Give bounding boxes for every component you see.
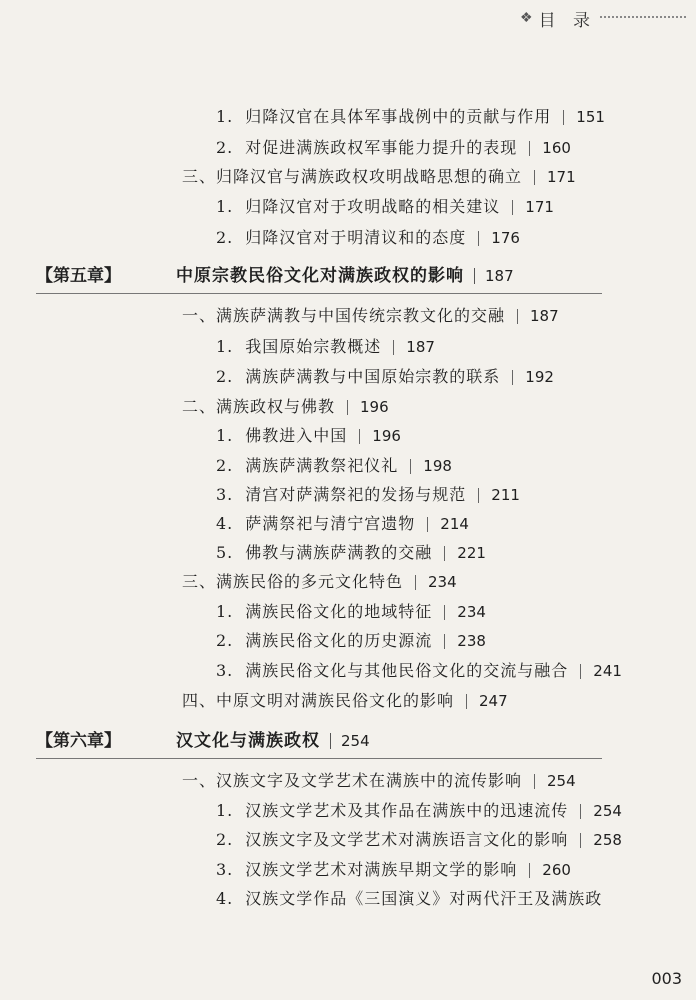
- separator: [427, 517, 428, 532]
- entry-number: 2.: [216, 228, 234, 247]
- toc-entry[interactable]: [216, 829, 622, 851]
- page-number: 187: [485, 267, 514, 285]
- separator: [534, 774, 535, 789]
- separator: [512, 370, 513, 385]
- page-number: 234: [457, 603, 486, 621]
- separator: [347, 400, 348, 415]
- diamond-icon: ❖: [520, 10, 533, 26]
- separator: [580, 804, 581, 819]
- toc-entry[interactable]: [216, 425, 401, 447]
- page-number: 171: [525, 198, 554, 216]
- entry-title: 对促进满族政权军事能力提升的表现: [245, 138, 518, 157]
- page-number: 198: [423, 457, 452, 475]
- entry-number: 1.: [216, 107, 234, 126]
- entry-number: 3.: [216, 661, 234, 680]
- toc-entry[interactable]: [216, 630, 486, 652]
- separator: [359, 429, 360, 444]
- separator: [478, 231, 479, 246]
- entry-title: 满族民俗文化与其他民俗文化的交流与融合: [245, 661, 569, 680]
- toc-entry[interactable]: [216, 336, 435, 358]
- entry-title: 三、满族民俗的多元文化特色: [182, 572, 404, 591]
- chapter-title: 汉文化与满族政权: [176, 731, 320, 751]
- toc-entry[interactable]: [216, 859, 571, 881]
- toc-entry[interactable]: [182, 305, 559, 327]
- separator: [330, 733, 331, 749]
- page-number: 160: [542, 139, 571, 157]
- page-number: 234: [428, 573, 457, 591]
- chapter-rule: [36, 758, 602, 759]
- toc-entry[interactable]: [216, 455, 452, 477]
- separator: [534, 170, 535, 185]
- chapter-rule: [36, 293, 602, 294]
- separator: [393, 340, 394, 355]
- entry-title: 汉族文学艺术及其作品在满族中的迅速流传: [245, 801, 569, 820]
- entry-title: 二、满族政权与佛教: [182, 397, 336, 416]
- entry-number: 3.: [216, 485, 234, 504]
- separator: [563, 110, 564, 125]
- page-number: 247: [479, 692, 508, 710]
- entry-title: 汉族文字及文学艺术对满族语言文化的影响: [245, 830, 569, 849]
- toc-entry[interactable]: [216, 800, 622, 822]
- toc-entry[interactable]: [216, 196, 554, 218]
- entry-title: 三、归降汉官与满族政权攻明战略思想的确立: [182, 167, 523, 186]
- entry-title: 佛教进入中国: [245, 426, 348, 445]
- entry-number: 4.: [216, 514, 234, 533]
- page-number: 254: [547, 772, 576, 790]
- separator: [529, 863, 530, 878]
- page-number: 151: [576, 108, 605, 126]
- separator: [580, 664, 581, 679]
- chapter-heading[interactable]: [36, 729, 370, 753]
- toc-entry[interactable]: [216, 601, 486, 623]
- entry-number: 1.: [216, 801, 234, 820]
- page-number: 187: [530, 307, 559, 325]
- page-number: 214: [440, 515, 469, 533]
- entry-number: 4.: [216, 889, 234, 908]
- toc-entry[interactable]: [182, 396, 389, 418]
- page-number: 187: [406, 338, 435, 356]
- chapter-title: 中原宗教民俗文化对满族政权的影响: [176, 266, 464, 286]
- page-number: 176: [491, 229, 520, 247]
- entry-number: 1.: [216, 337, 234, 356]
- entry-number: 2.: [216, 456, 234, 475]
- page-number: 196: [372, 427, 401, 445]
- entry-title: 满族民俗文化的历史源流: [245, 631, 433, 650]
- separator: [415, 575, 416, 590]
- separator: [410, 459, 411, 474]
- entry-number: 5.: [216, 543, 234, 562]
- toc-entry[interactable]: [182, 770, 576, 792]
- separator: [529, 141, 530, 156]
- entry-title: 四、中原文明对满族民俗文化的影响: [182, 691, 455, 710]
- page-folio: 003: [651, 969, 682, 988]
- toc-entry[interactable]: [182, 690, 508, 712]
- page-number: 192: [525, 368, 554, 386]
- entry-title: 清宫对萨满祭祀的发扬与规范: [245, 485, 467, 504]
- entry-number: 2.: [216, 138, 234, 157]
- entry-number: 1.: [216, 426, 234, 445]
- toc-entry[interactable]: [216, 106, 605, 128]
- entry-title: 一、满族萨满教与中国传统宗教文化的交融: [182, 306, 506, 325]
- toc-entry[interactable]: [216, 137, 571, 159]
- toc-entry[interactable]: [216, 366, 554, 388]
- entry-title: 汉族文学艺术对满族早期文学的影响: [245, 860, 518, 879]
- toc-entry[interactable]: [216, 513, 469, 535]
- entry-title: 满族民俗文化的地域特征: [245, 602, 433, 621]
- page-number: 196: [360, 398, 389, 416]
- page-number: 260: [542, 861, 571, 879]
- page-number: 211: [491, 486, 520, 504]
- separator: [444, 605, 445, 620]
- chapter-label: 【第五章】: [36, 266, 121, 286]
- entry-title: 归降汉官对于明清议和的态度: [245, 228, 467, 247]
- separator: [466, 694, 467, 709]
- separator: [444, 546, 445, 561]
- page-number: 171: [547, 168, 576, 186]
- entry-number: 2.: [216, 631, 234, 650]
- page-number: 241: [593, 662, 622, 680]
- entry-title: 一、汉族文字及文学艺术在满族中的流传影响: [182, 771, 523, 790]
- separator: [580, 833, 581, 848]
- entry-title: 我国原始宗教概述: [245, 337, 382, 356]
- separator: [478, 488, 479, 503]
- separator: [512, 200, 513, 215]
- header-title: 目 录: [538, 10, 596, 31]
- entry-title: 佛教与满族萨满教的交融: [245, 543, 433, 562]
- toc-entry[interactable]: [216, 227, 520, 249]
- entry-number: 3.: [216, 860, 234, 879]
- toc-entry[interactable]: [182, 166, 576, 188]
- chapter-heading[interactable]: [36, 264, 514, 288]
- toc-entry[interactable]: [182, 571, 457, 593]
- page-number: 254: [341, 732, 370, 750]
- page-number: 221: [457, 544, 486, 562]
- toc-entry[interactable]: [216, 542, 486, 564]
- chapter-label: 【第六章】: [36, 731, 121, 751]
- separator: [474, 268, 475, 284]
- entry-title: 归降汉官在具体军事战例中的贡献与作用: [245, 107, 552, 126]
- page-number: 258: [593, 831, 622, 849]
- entry-number: 2.: [216, 830, 234, 849]
- entry-number: 1.: [216, 197, 234, 216]
- entry-number: 1.: [216, 602, 234, 621]
- toc-entry[interactable]: [216, 888, 602, 910]
- entry-title: 满族萨满教与中国原始宗教的联系: [245, 367, 501, 386]
- entry-number: 2.: [216, 367, 234, 386]
- toc-entry[interactable]: [216, 484, 520, 506]
- entry-title: 汉族文学作品《三国演义》对两代汗王及满族政: [245, 889, 603, 908]
- toc-entry[interactable]: [216, 660, 622, 682]
- entry-title: 归降汉官对于攻明战略的相关建议: [245, 197, 501, 216]
- entry-title: 满族萨满教祭祀仪礼: [245, 456, 399, 475]
- separator: [444, 634, 445, 649]
- page-number: 254: [593, 802, 622, 820]
- separator: [517, 309, 518, 324]
- entry-title: 萨满祭祀与清宁宫遗物: [245, 514, 416, 533]
- page-number: 238: [457, 632, 486, 650]
